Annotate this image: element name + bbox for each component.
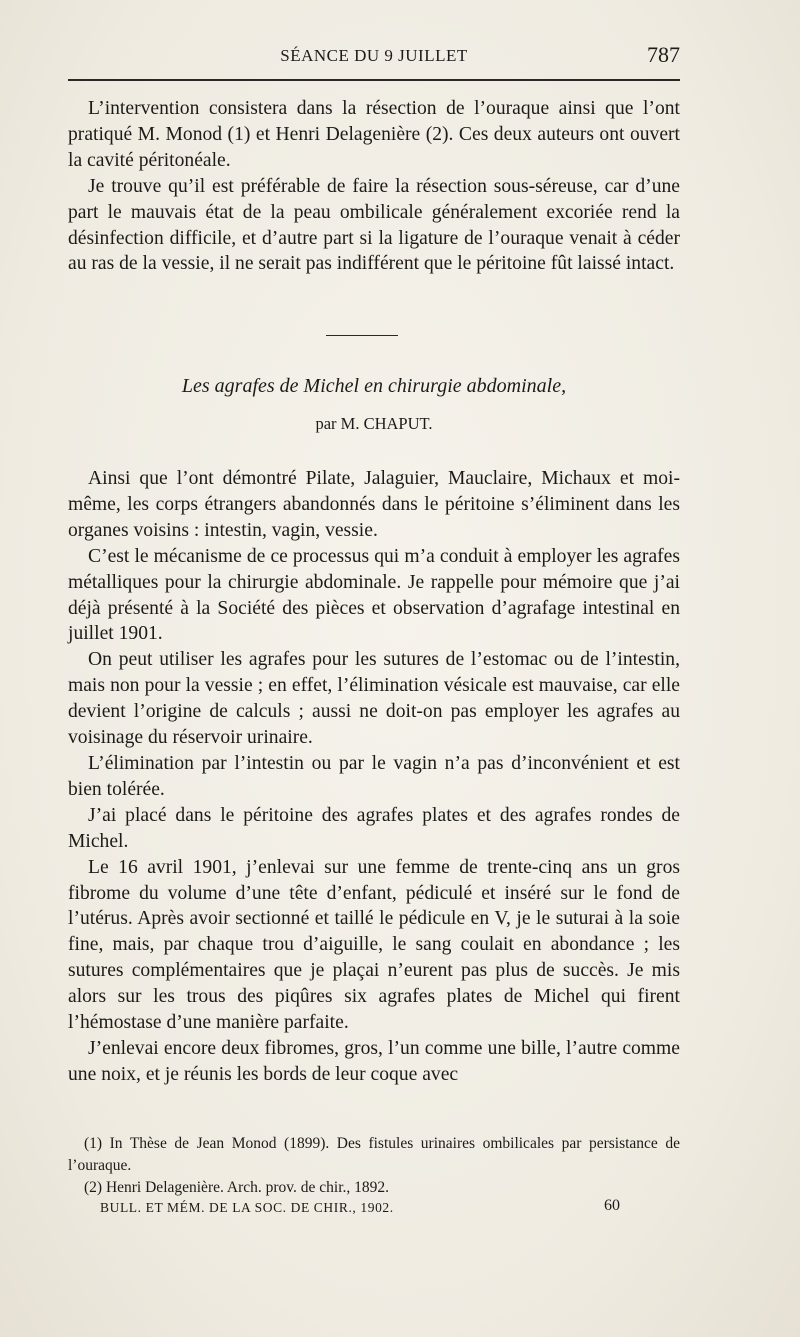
page-footer bbox=[100, 1197, 620, 1219]
paragraph: Ainsi que l’ont démontré Pilate, Jalaguier, Mauclaire, Michaux et moi-même, les corps étrangers abandonnés dans le péritoine s’éliminent dans les organes voisins : intestin, vagin, vessie. bbox=[68, 468, 680, 541]
article-body bbox=[68, 466, 680, 1088]
paragraph: L’élimination par l’intestin ou par le vagin n’a pas d’inconvénient et est bien tolérée. bbox=[68, 752, 680, 800]
header-rule bbox=[68, 79, 680, 81]
paragraph: L’intervention consistera dans la résection de l’ouraque ainsi que l’ont pratiqué M. Monod (1) et Henri Delagenière (2). Ces deux auteurs ont ouvert la cavité péritonéale. bbox=[68, 98, 680, 171]
paragraph: Le 16 avril 1901, j’enlevai sur une femme de trente-cinq ans un gros fibrome du volume d’une tête d’enfant, pédiculé et inséré sur le fond de l’utérus. Après avoir sectionné et taillé le pédicule en V, je le suturai à la soie fine, mais, par chaque trou d’aiguille, le sang coulait en abondance ; les sutures complémentaires que je plaçai n’eurent pas plus de succès. Je mis alors sur les trous des piqûres six agrafes plates de Michel qui firent l’hémostase d’une manière parfaite. bbox=[68, 856, 680, 1034]
paragraph: J’enlevai encore deux fibromes, gros, l’un comme une bille, l’autre comme une noix, et je réunis les bords de leur coque avec bbox=[68, 1037, 680, 1085]
paragraph: Je trouve qu’il est préférable de faire la résection sous-séreuse, car d’une part le mauvais état de la peau ombilicale généralement excoriée rend la désinfection difficile, et d’autre part si la ligature de l’ouraque venait à céder au ras de la vessie, il ne serait pas indifférent que le péritoine fût laissé intact. bbox=[68, 175, 680, 275]
article-byline: par M. CHAPUT. bbox=[315, 414, 433, 433]
footnote: (2) Henri Delagenière. Arch. prov. de chir., 1892. bbox=[84, 1179, 390, 1196]
section-separator bbox=[326, 335, 398, 336]
paragraph: J’ai placé dans le péritoine des agrafes plates et des agrafes rondes de Michel. bbox=[68, 804, 680, 852]
journal-reference: BULL. ET MÉM. DE LA SOC. DE CHIR., 1902. bbox=[100, 1200, 394, 1215]
paragraph: C’est le mécanisme de ce processus qui m’a conduit à employer les agrafes métalliques pour la chirurgie abdominale. Je rappelle pour mémoire que j’ai déjà présenté à la Société des pièces et observation d’agrafage intestinal en juillet 1901. bbox=[68, 545, 680, 645]
page-number: 787 bbox=[647, 42, 680, 67]
article-title: Les agrafes de Michel en chirurgie abdominale, bbox=[181, 375, 567, 397]
page-header bbox=[68, 44, 680, 70]
paragraph: On peut utiliser les agrafes pour les sutures de l’estomac ou de l’intestin, mais non pour la vessie ; en effet, l’élimination vésicale est mauvaise, car elle devient l’origine de calculs ; aussi ne doit-on pas employer les agrafes au voisinage du réservoir urinaire. bbox=[68, 649, 680, 749]
footnote: (1) In Thèse de Jean Monod (1899). Des fistules urinaires ombilicales par persistance de l’ouraque. bbox=[68, 1135, 680, 1174]
signature-number: 60 bbox=[604, 1197, 620, 1214]
footnotes bbox=[68, 1133, 680, 1199]
intro-section bbox=[68, 96, 680, 277]
running-title: SÉANCE DU 9 JUILLET bbox=[280, 46, 468, 65]
